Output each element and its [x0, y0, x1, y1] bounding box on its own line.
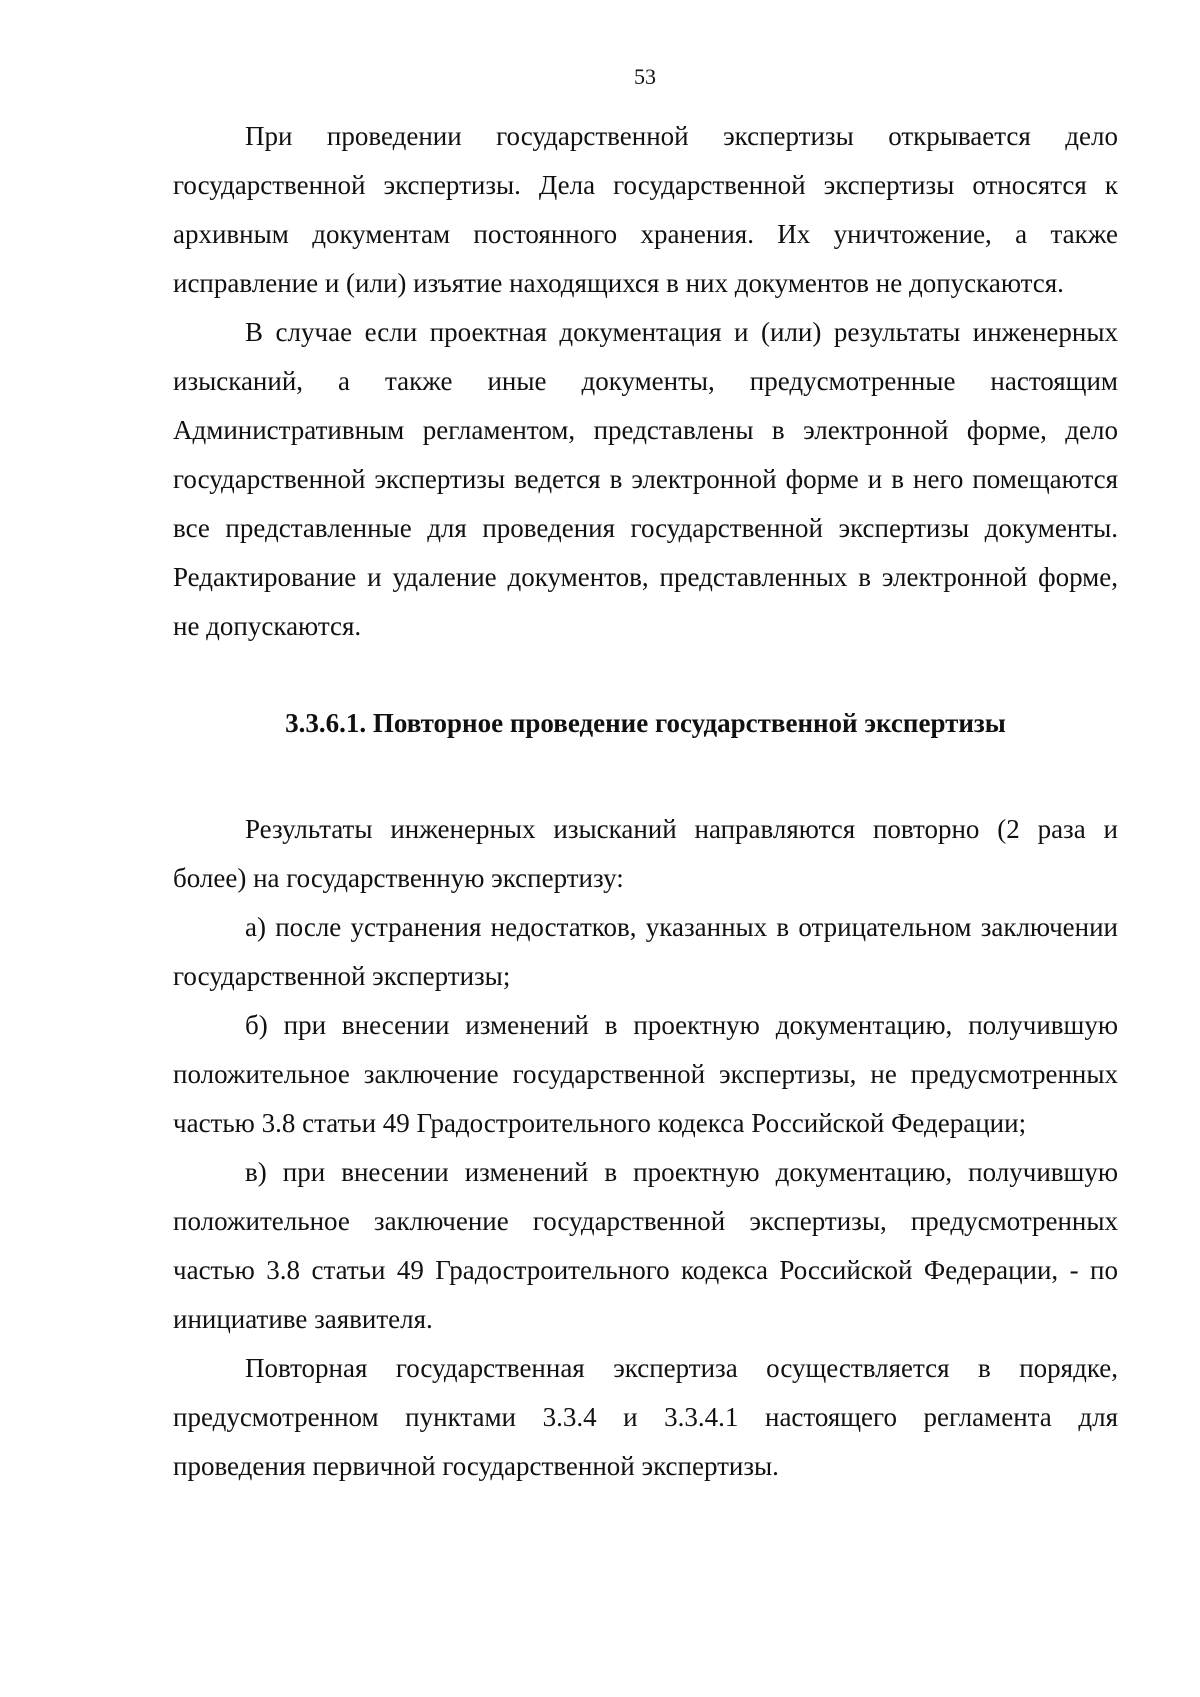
paragraph-electronic-form: В случае если проектная документация и (или) результаты инженерных изысканий, а также иные документы, предусмотренные настоящим Административным регламентом, представлены в электронной форме, дело государственной экспертизы ведется в электронной форме и в него помещаются все представленные для проведения государственной экспертизы документы. Редактирование и удаление документов, представленных в электронной форме, не допускаются.: [173, 317, 1118, 641]
paragraph-case-file: При проведении государственной экспертизы открывается дело государственной экспертизы. Дела государственной экспертизы относятся к архивным документам постоянного хранения. Их уничтожение, а также исправление и (или) изъятие находящихся в них документов не допускаются.: [173, 121, 1118, 298]
page-number: 53: [634, 64, 656, 89]
section-heading: 3.3.6.1. Повторное проведение государственной экспертизы: [285, 708, 1006, 738]
list-item-b: б) при внесении изменений в проектную документацию, получившую положительное заключение государственной экспертизы, не предусмотренных частью 3.8 статьи 49 Градостроительного кодекса Российской Федерации;: [173, 1010, 1118, 1138]
document-body: [173, 112, 1118, 1491]
paragraph-repeat-submission: Результаты инженерных изысканий направляются повторно (2 раза и более) на государственную экспертизу:: [173, 814, 1118, 893]
list-item-a: а) после устранения недостатков, указанных в отрицательном заключении государственной экспертизы;: [173, 912, 1118, 991]
paragraph-repeat-procedure: Повторная государственная экспертиза осуществляется в порядке, предусмотренном пунктами 3.3.4 и 3.3.4.1 настоящего регламента для проведения первичной государственной экспертизы.: [173, 1353, 1118, 1481]
list-item-v: в) при внесении изменений в проектную документацию, получившую положительное заключение государственной экспертизы, предусмотренных частью 3.8 статьи 49 Градостроительного кодекса Российской Федерации, - по инициативе заявителя.: [173, 1157, 1118, 1334]
